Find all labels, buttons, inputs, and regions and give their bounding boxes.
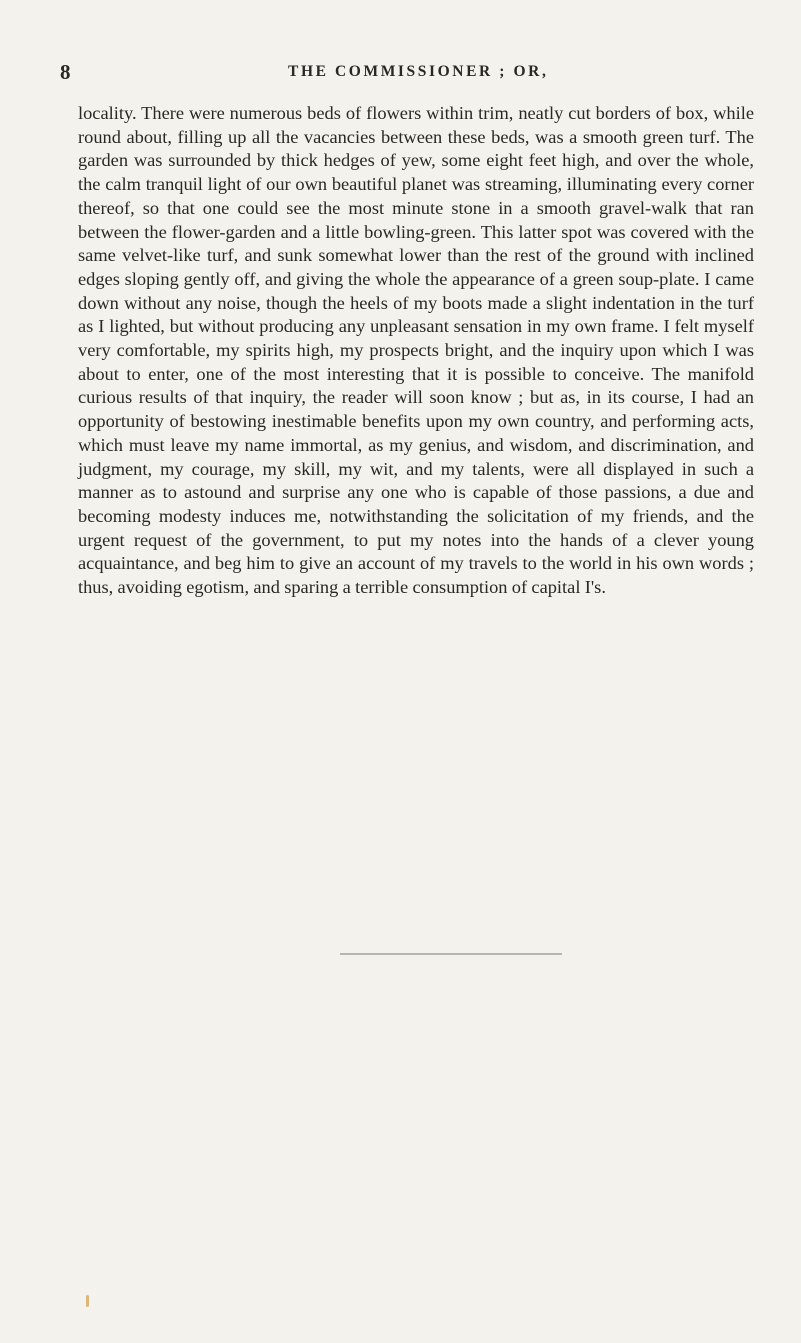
section-rule bbox=[340, 953, 562, 955]
page-number: 8 bbox=[60, 60, 71, 84]
running-head bbox=[60, 60, 749, 84]
body-paragraph: locality. There were numerous beds of flowers within trim, neatly cut borders of box, while round about, filling up all the vacancies between these beds, was a smooth green turf. The garden was surrounded by thick hedges of yew, some eight feet high, and over the whole, the calm tranquil light of our own beautiful planet was streaming, illuminating every corner thereof, so that one could see the most minute stone in a smooth gravel-walk that ran between the flower-garden and a little bowling-green. This latter spot was covered with the same velvet-like turf, and sunk somewhat lower than the rest of the ground with inclined edges sloping gently off, and giving the whole the appearance of a green soup-plate. I came down without any noise, though the heels of my boots made a slight indentation in the turf as I lighted, but without producing any unpleasant sensation in my own frame. I felt myself very comfortable, my spirits high, my prospects bright, and the inquiry upon which I was about to enter, one of the most interesting that it is possible to conceive. The manifold curious results of that inquiry, the reader will soon know ; but as, in its course, I had an opportunity of bestowing inestimable benefits upon my own country, and performing acts, which must leave my name immortal, as my genius, and wisdom, and discrimination, and judgment, my courage, my skill, my wit, and my talents, were all displayed in such a manner as to astound and surprise any one who is capable of those passions, a due and becoming modesty induces me, notwithstanding the solicitation of my friends, and the urgent request of the government, to put my notes into the hands of a clever young acquaintance, and beg him to give an account of my travels to the world in his own words ; thus, avoiding egotism, and sparing a terrible consumption of capital I's. bbox=[78, 103, 754, 598]
body-text bbox=[78, 102, 754, 600]
paper-speck bbox=[86, 1295, 89, 1307]
running-title: THE COMMISSIONER ; OR, bbox=[288, 63, 549, 80]
